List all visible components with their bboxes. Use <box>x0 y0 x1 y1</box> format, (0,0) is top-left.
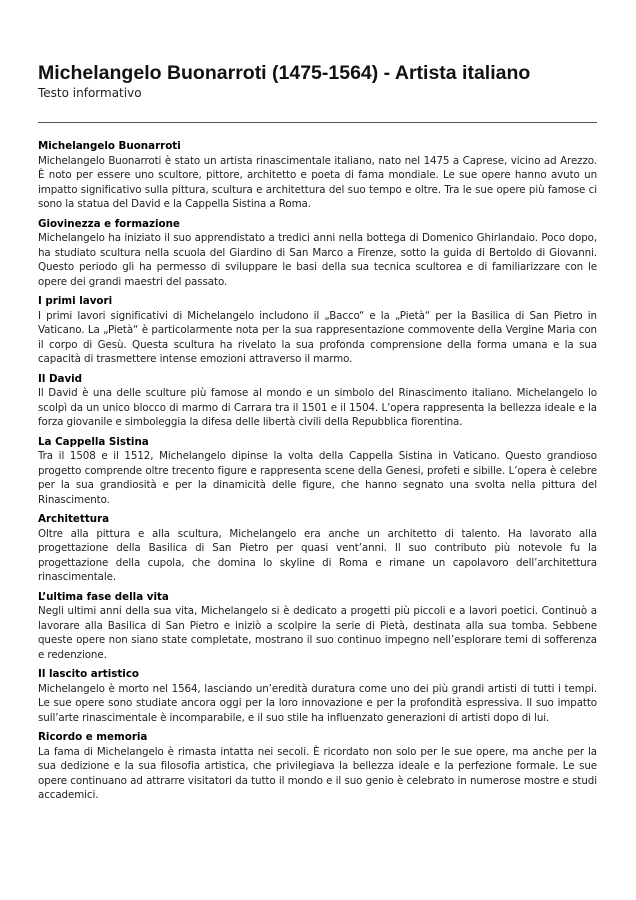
section-heading: La Cappella Sistina <box>38 435 149 448</box>
section-paragraph: Negli ultimi anni della sua vita, Michelangelo si è dedicato a progetti più piccoli e a lavori poetici. Continuò a lavorare alla Basilica di San Pietro e iniziò a scolpire la serie di Pietà, destinata alla sua tomba. Sebbene queste opere non siano state completate, mostrano il suo continuo impegno nell’esplorare temi di sofferenza e redenzione. <box>38 605 597 661</box>
section-sistine-chapel <box>38 435 597 508</box>
section-heading: L’ultima fase della vita <box>38 590 169 603</box>
section-paragraph: Michelangelo è morto nel 1564, lasciando un’eredità duratura come uno dei più grandi artisti di tutti i tempi. Le sue opere sono studiate ancora oggi per la loro innovazione e per la profondità espressiva. Il suo impatto sull’arte rinascimentale è incomparabile, e il suo stile ha influenzato generazioni di artisti dopo di lui. <box>38 682 597 724</box>
section-paragraph: Oltre alla pittura e alla scultura, Michelangelo era anche un architetto di talento. Ha lavorato alla progettazione della Basilica di San Pietro per quasi vent’anni. Il suo contributo più notevole fu la progettazione della cupola, che domina lo skyline di Roma e rimane un capolavoro dell’architettura rinascimentale. <box>38 527 597 583</box>
title-divider <box>38 122 597 123</box>
section-heading: I primi lavori <box>38 295 113 307</box>
section-heading: Il lascito artistico <box>38 668 140 680</box>
document-title: Michelangelo Buonarroti (1475-1564) - Artista italiano <box>38 62 531 84</box>
section-heading: Michelangelo Buonarroti <box>38 140 181 152</box>
document-subtitle: Testo informativo <box>38 86 142 100</box>
section-paragraph: La fama di Michelangelo è rimasta intatta nei secoli. È ricordato non solo per le sue opere, ma anche per la sua dedizione e la sua filosofia artistica, che privilegiava la bellezza ideale e la perfezione formale. Le sue opere continuano ad attrarre visitatori da tutto il mondo e il suo genio è celebrato in numerose mostre e studi accademici. <box>38 745 597 801</box>
section-paragraph: Tra il 1508 e il 1512, Michelangelo dipinse la volta della Cappella Sistina in Vaticano. Questo grandioso progetto comprende oltre trecento figure e rappresenta scene della Genesi, profeti e sibille. L’opera è celebre per la sua grandiosità e per la dinamicità delle figure, che hanno segnato una svolta nella pittura del Rinascimento. <box>38 450 597 506</box>
section-memory <box>38 730 597 803</box>
section-biography <box>38 139 597 212</box>
section-paragraph: Michelangelo Buonarroti è stato un artista rinascimentale italiano, nato nel 1475 a Caprese, vicino ad Arezzo. È noto per essere uno scultore, pittore, architetto e poeta di fama mondiale. Le sue opere hanno avuto un impatto significativo sulla pittura, scultura e architettura del suo tempo e oltre. Tra le sue opere più famose ci sono la statua del David e la Cappella Sistina a Roma. <box>38 154 597 210</box>
document-body <box>38 139 597 808</box>
section-david <box>38 372 597 430</box>
section-early-works <box>38 294 597 367</box>
section-paragraph: Michelangelo ha iniziato il suo apprendistato a tredici anni nella bottega di Domenico Ghirlandaio. Poco dopo, ha studiato scultura nella scuola del Giardino di San Marco a Firenze, sotto la guida di Bertoldo di Giovanni. Questo periodo gli ha permesso di sviluppare le basi della sua tecnica scultorea e di familiarizzare con le opere dei grandi maestri del passato. <box>38 232 597 288</box>
section-paragraph: Il David è una delle sculture più famose al mondo e un simbolo del Rinascimento italiano. Michelangelo lo scolpì da un unico blocco di marmo di Carrara tra il 1501 e il 1504. L’opera rappresenta la bellezza ideale e la forza giovanile e simboleggia la difesa delle libertà civili della Repubblica fiorentina. <box>38 387 597 428</box>
section-late-life <box>38 590 597 663</box>
section-heading: Il David <box>38 372 83 385</box>
section-architecture <box>38 512 597 585</box>
section-heading: Ricordo e memoria <box>38 731 148 743</box>
section-paragraph: I primi lavori significativi di Michelangelo includono il „Bacco“ e la „Pietà“ per la Basilica di San Pietro in Vaticano. La „Pietà“ è particolarmente nota per la sua rappresentazione commovente della Vergine Maria con il corpo di Gesù. Questa scultura ha rivelato la sua profonda comprensione della forma umana e la sua capacità di trasmettere intense emozioni attraverso il marmo. <box>38 309 597 365</box>
section-youth-training <box>38 217 597 290</box>
section-artistic-legacy <box>38 667 597 725</box>
section-heading: Giovinezza e formazione <box>38 217 180 230</box>
section-heading: Architettura <box>38 513 110 525</box>
